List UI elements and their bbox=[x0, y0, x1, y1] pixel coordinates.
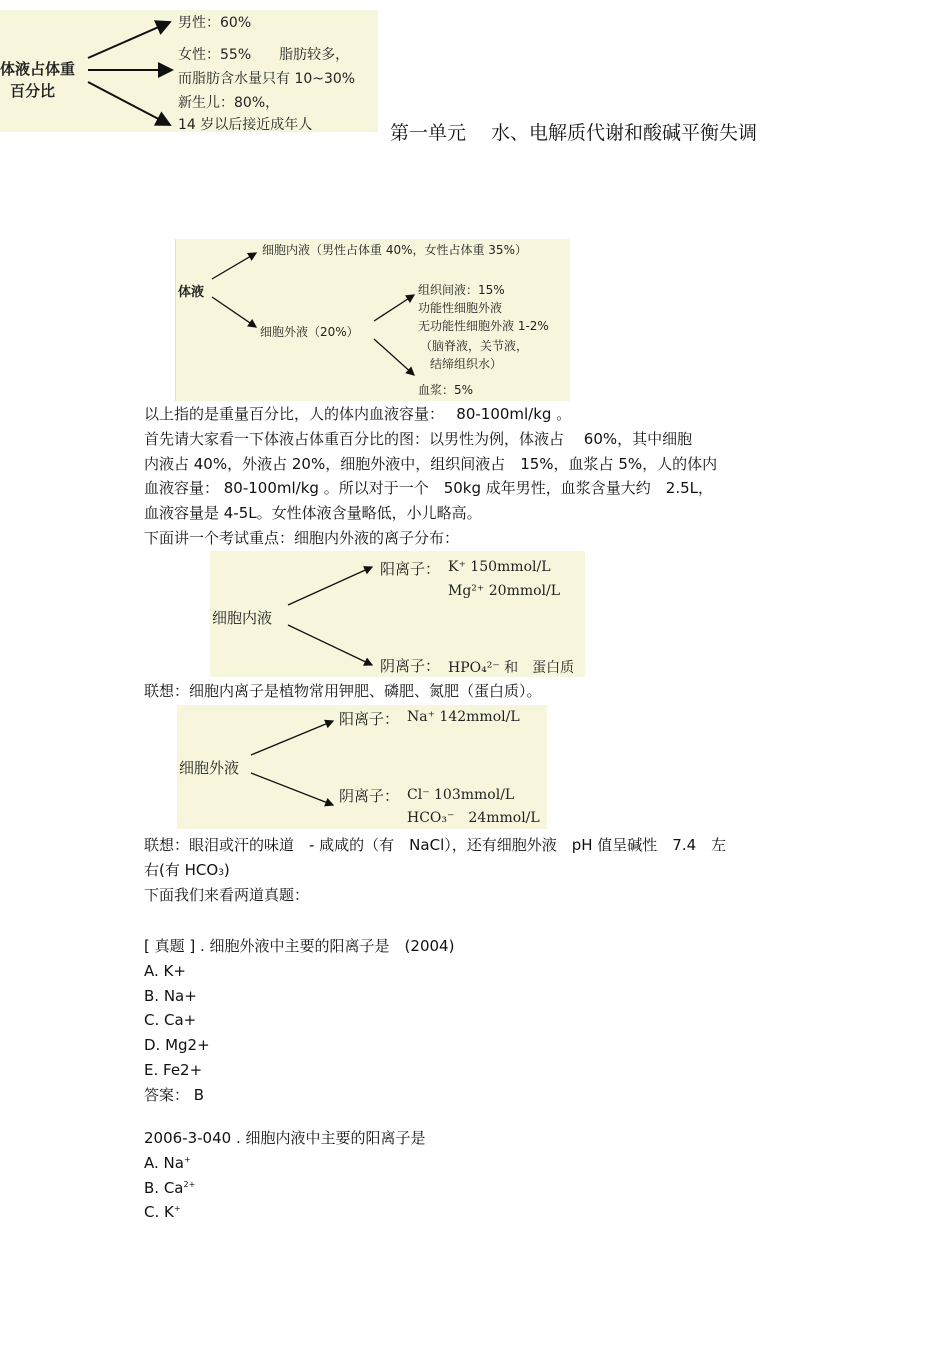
option-c bbox=[144, 1200, 812, 1225]
figure-3-potassium: K⁺ 150mmol/L bbox=[448, 559, 551, 575]
text-line: 下面我们来看两道真题： bbox=[144, 885, 310, 904]
paragraph-association-2 bbox=[144, 833, 812, 907]
text-line: 内液占 40%，外液占 20%，细胞外液中，组织间液占 15%，血浆占 5%，人的体内 bbox=[144, 454, 718, 473]
text-fragment: ) bbox=[223, 860, 230, 879]
option-a: A. K+ bbox=[144, 961, 186, 980]
figure-extracellular-ions bbox=[177, 705, 547, 829]
figure-4-chloride: Cl⁻ 103mmol/L bbox=[407, 787, 515, 803]
answer: 答案： B bbox=[144, 1085, 205, 1104]
superscript: + bbox=[173, 1204, 181, 1214]
text-line: 以上指的是重量百分比，人的体内血液容量： 80-100ml/kg 。 bbox=[144, 405, 572, 423]
text-line: 首先请大家看一下体液占体重百分比的图：以男性为例，体液占 60%，其中细胞 bbox=[144, 429, 693, 448]
option-text: C. K bbox=[144, 1203, 174, 1222]
text-line: 联想：细胞内离子是植物常用钾肥、磷肥、氮肥（蛋白质）。 bbox=[144, 682, 542, 700]
question-2 bbox=[144, 1126, 812, 1225]
text-line bbox=[144, 858, 812, 883]
question-stem: [ 真题 ] . 细胞外液中主要的阳离子是 (2004) bbox=[144, 937, 455, 955]
question-stem: 2006-3-040 . 细胞内液中主要的阳离子是 bbox=[144, 1129, 426, 1147]
figure-3-cation-label: 阳离子： bbox=[380, 560, 441, 578]
figure-4-cation-label: 阳离子： bbox=[339, 710, 400, 728]
figure-body-fluid-percentage bbox=[0, 10, 378, 132]
figure-2-functional: 功能性细胞外液 bbox=[418, 301, 503, 315]
figure-3-anion-label: 阴离子： bbox=[380, 657, 441, 675]
text-line: 联想：眼泪或汗的味道 - 咸咸的（有 NaCl），还有细胞外液 pH 值呈碱性 7.4 左 bbox=[144, 836, 727, 854]
option-text: B. Ca bbox=[144, 1178, 184, 1197]
text-line: 下面讲一个考试重点：细胞内外液的离子分布： bbox=[144, 528, 460, 547]
figure-4-root: 细胞外液 bbox=[179, 759, 240, 777]
subscript: 3 bbox=[218, 867, 224, 878]
figure-2-intracellular: 细胞内液（男性占体重 40%，女性占体重 35%） bbox=[262, 243, 527, 257]
figure-1-newborn: 新生儿：80%， bbox=[178, 95, 280, 111]
figure-1-center-line1: 体液占体重 bbox=[0, 60, 76, 78]
figure-1-age14: 14 岁以后接近成年人 bbox=[178, 117, 313, 132]
figure-fluid-distribution bbox=[175, 239, 570, 401]
figure-2-plasma: 血浆：5% bbox=[418, 383, 474, 397]
figure-intracellular-ions bbox=[210, 551, 585, 677]
figure-2-extracellular: 细胞外液（20%） bbox=[260, 325, 359, 339]
superscript: + bbox=[183, 1154, 191, 1164]
unit-title: 第一单元 水、电解质代谢和酸碱平衡失调 bbox=[390, 122, 758, 144]
figure-2-nonfunctional: 无功能性细胞外液 1-2% bbox=[418, 319, 549, 333]
text-line: 血液容量是 4-5L。女性体液含量略低，小儿略高。 bbox=[144, 504, 482, 523]
paragraph-fluid-percentage bbox=[144, 402, 812, 551]
figure-2-nonfunctional-detail-2: 结缔组织水） bbox=[430, 357, 503, 371]
paragraph-association-1 bbox=[144, 679, 812, 704]
text-fragment: 右(有 HCO bbox=[144, 860, 219, 879]
figure-4-sodium: Na⁺ 142mmol/L bbox=[407, 709, 520, 725]
option-a bbox=[144, 1151, 812, 1176]
figure-3-anions: HPO₄²⁻ 和 蛋白质 bbox=[448, 660, 575, 676]
option-b bbox=[144, 1176, 812, 1201]
figure-4-bicarbonate: HCO₃⁻ 24mmol/L bbox=[407, 810, 540, 826]
option-c: C. Ca+ bbox=[144, 1011, 197, 1030]
option-e: E. Fe2+ bbox=[144, 1060, 203, 1079]
figure-4-anion-label: 阴离子： bbox=[339, 787, 400, 805]
figure-1-female: 女性：55% 脂肪较多， bbox=[178, 47, 350, 63]
option-d: D. Mg2+ bbox=[144, 1036, 210, 1055]
superscript: 2+ bbox=[183, 1179, 196, 1189]
figure-2-root: 体液 bbox=[178, 285, 205, 300]
question-1 bbox=[144, 934, 812, 1108]
option-b: B. Na+ bbox=[144, 986, 197, 1005]
figure-1-center-line2: 百分比 bbox=[10, 82, 56, 100]
figure-3-magnesium: Mg²⁺ 20mmol/L bbox=[448, 583, 561, 599]
option-text: A. Na bbox=[144, 1153, 184, 1172]
figure-3-root: 细胞内液 bbox=[212, 609, 273, 627]
text-line: 血液容量： 80-100ml/kg 。所以对于一个 50kg 成年男性，血浆含量大约 2.5L， bbox=[144, 479, 713, 498]
figure-2-nonfunctional-detail-1: （脑脊液，关节液， bbox=[420, 339, 529, 353]
figure-2-interstitial: 组织间液：15% bbox=[418, 283, 505, 297]
figure-1-male: 男性：60% bbox=[178, 15, 252, 31]
figure-1-fat: 而脂肪含水量只有 10~30% bbox=[178, 71, 356, 87]
